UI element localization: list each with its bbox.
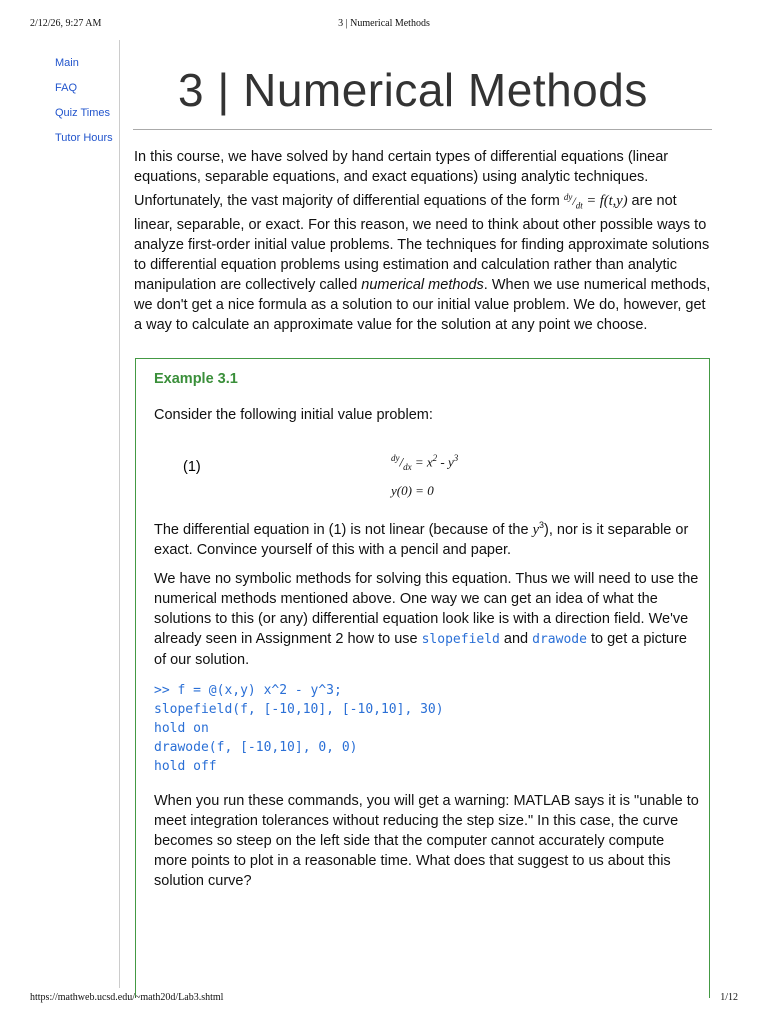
code-drawode: drawode [532,632,587,647]
derivative-numerator: dy [563,192,573,202]
example-paragraph-3 [154,569,699,670]
code-block [154,681,444,776]
print-url: https://mathweb.ucsd.edu/~math20d/Lab3.shtml [30,992,224,1003]
sidebar-item-main[interactable]: Main [55,57,79,69]
p2-math-exp: 3 [539,520,545,530]
sidebar-divider [119,40,120,988]
p2-text-a: The differential equation in (1) is not linear (because of the [154,521,533,538]
inline-derivative-rhs: = f(t,y) [582,193,628,209]
eq-exp-a: 2 [432,453,438,463]
title-rule [133,129,712,130]
p2-text-b: ), nor is it separable or exact. Convince yourself of this with a pencil and paper. [154,521,689,558]
sidebar-item-faq[interactable]: FAQ [55,82,78,94]
equation-label: (1) [183,459,201,475]
code-slopefield: slopefield [421,632,500,647]
p3-text-a: We have no symbolic methods for solving this equation. Thus we will need to use the numerical methods mentioned above. One way we can get an idea of what the solutions to this (or any) differential equation look like is with a direction field. We've already seen in Assignment 2 how to use [154,571,699,647]
sidebar-nav [55,56,115,156]
code-line: hold off [154,759,217,774]
derivative-denominator: dt [575,200,583,211]
example-title: Example 3.1 [154,371,238,387]
eq-rhs-b: - y [437,454,454,470]
intro-text-1: In this course, we have solved by hand certain types of differential equations (linear equations, separable equations, and exact equations) using analytic techniques. Unfortunately, the vast majority of differential equations of the form [134,149,669,209]
p2-math-y: y [532,521,540,538]
eq-denominator: dx [403,461,412,472]
example-paragraph-4: When you run these commands, you will get a warning: MATLAB says it is "unable to meet integration tolerances without reducing the step size." In this case, the curve becomes so steep on the left side that the computer cannot accurately compute more points to plot in a reasonable time. What does that suggest to us about this solution curve? [154,793,699,889]
example-paragraph-2 [154,515,699,560]
eq-rhs-a: = x [411,454,433,470]
print-date: 2/12/26, 9:27 AM [30,18,102,29]
print-page-number: 1/12 [720,992,738,1003]
code-line: slopefield(f, [-10,10], [-10,10], 30) [154,702,444,717]
page-title: 3 | Numerical Methods [178,64,648,116]
sidebar-item-tutor-hours[interactable]: Tutor Hours [55,132,113,144]
print-header [0,18,768,32]
print-title: 3 | Numerical Methods [338,18,430,29]
intro-text-2: are not linear, separable, or exact. For this reason, we need to think about other possible ways to analyze first-order initial value problems. The techniques for finding approximate solutions to differential equation problems using estimation and calculation rather than analytic manipulation are collectively called [134,193,710,294]
intro-paragraph [134,147,714,335]
eq-exp-b: 3 [453,453,459,463]
p3-text-b: and [499,631,533,647]
eq-numerator: dy [391,453,400,463]
equation-line-2: y(0) = 0 [391,482,434,498]
sidebar-item-quiz-times[interactable]: Quiz Times [55,107,111,119]
intro-text-3: . When we use numerical methods, we don't get a nice formula as a solution to our initial value problem. We do, however, get a way to calculate an approximate value for the solution at any point we choose. [134,277,711,334]
code-line: drawode(f, [-10,10], 0, 0) [154,740,358,755]
equation-line-1: $^{dy}/_{dx} = x^2 - y^3$ [391,453,459,472]
code-line: >> f = @(x,y) x^2 - y^3; [154,683,342,698]
equation-block [391,446,458,503]
intro-emphasis: numerical methods [361,277,484,294]
inline-derivative: $^{dy}/_{dt}$ [563,192,583,211]
p3-text-c: to get a picture of our solution. [154,631,687,668]
example-paragraph-1: Consider the following initial value problem: [154,407,433,423]
print-footer [0,992,768,1006]
example-box [135,358,710,998]
code-line: hold on [154,721,209,736]
